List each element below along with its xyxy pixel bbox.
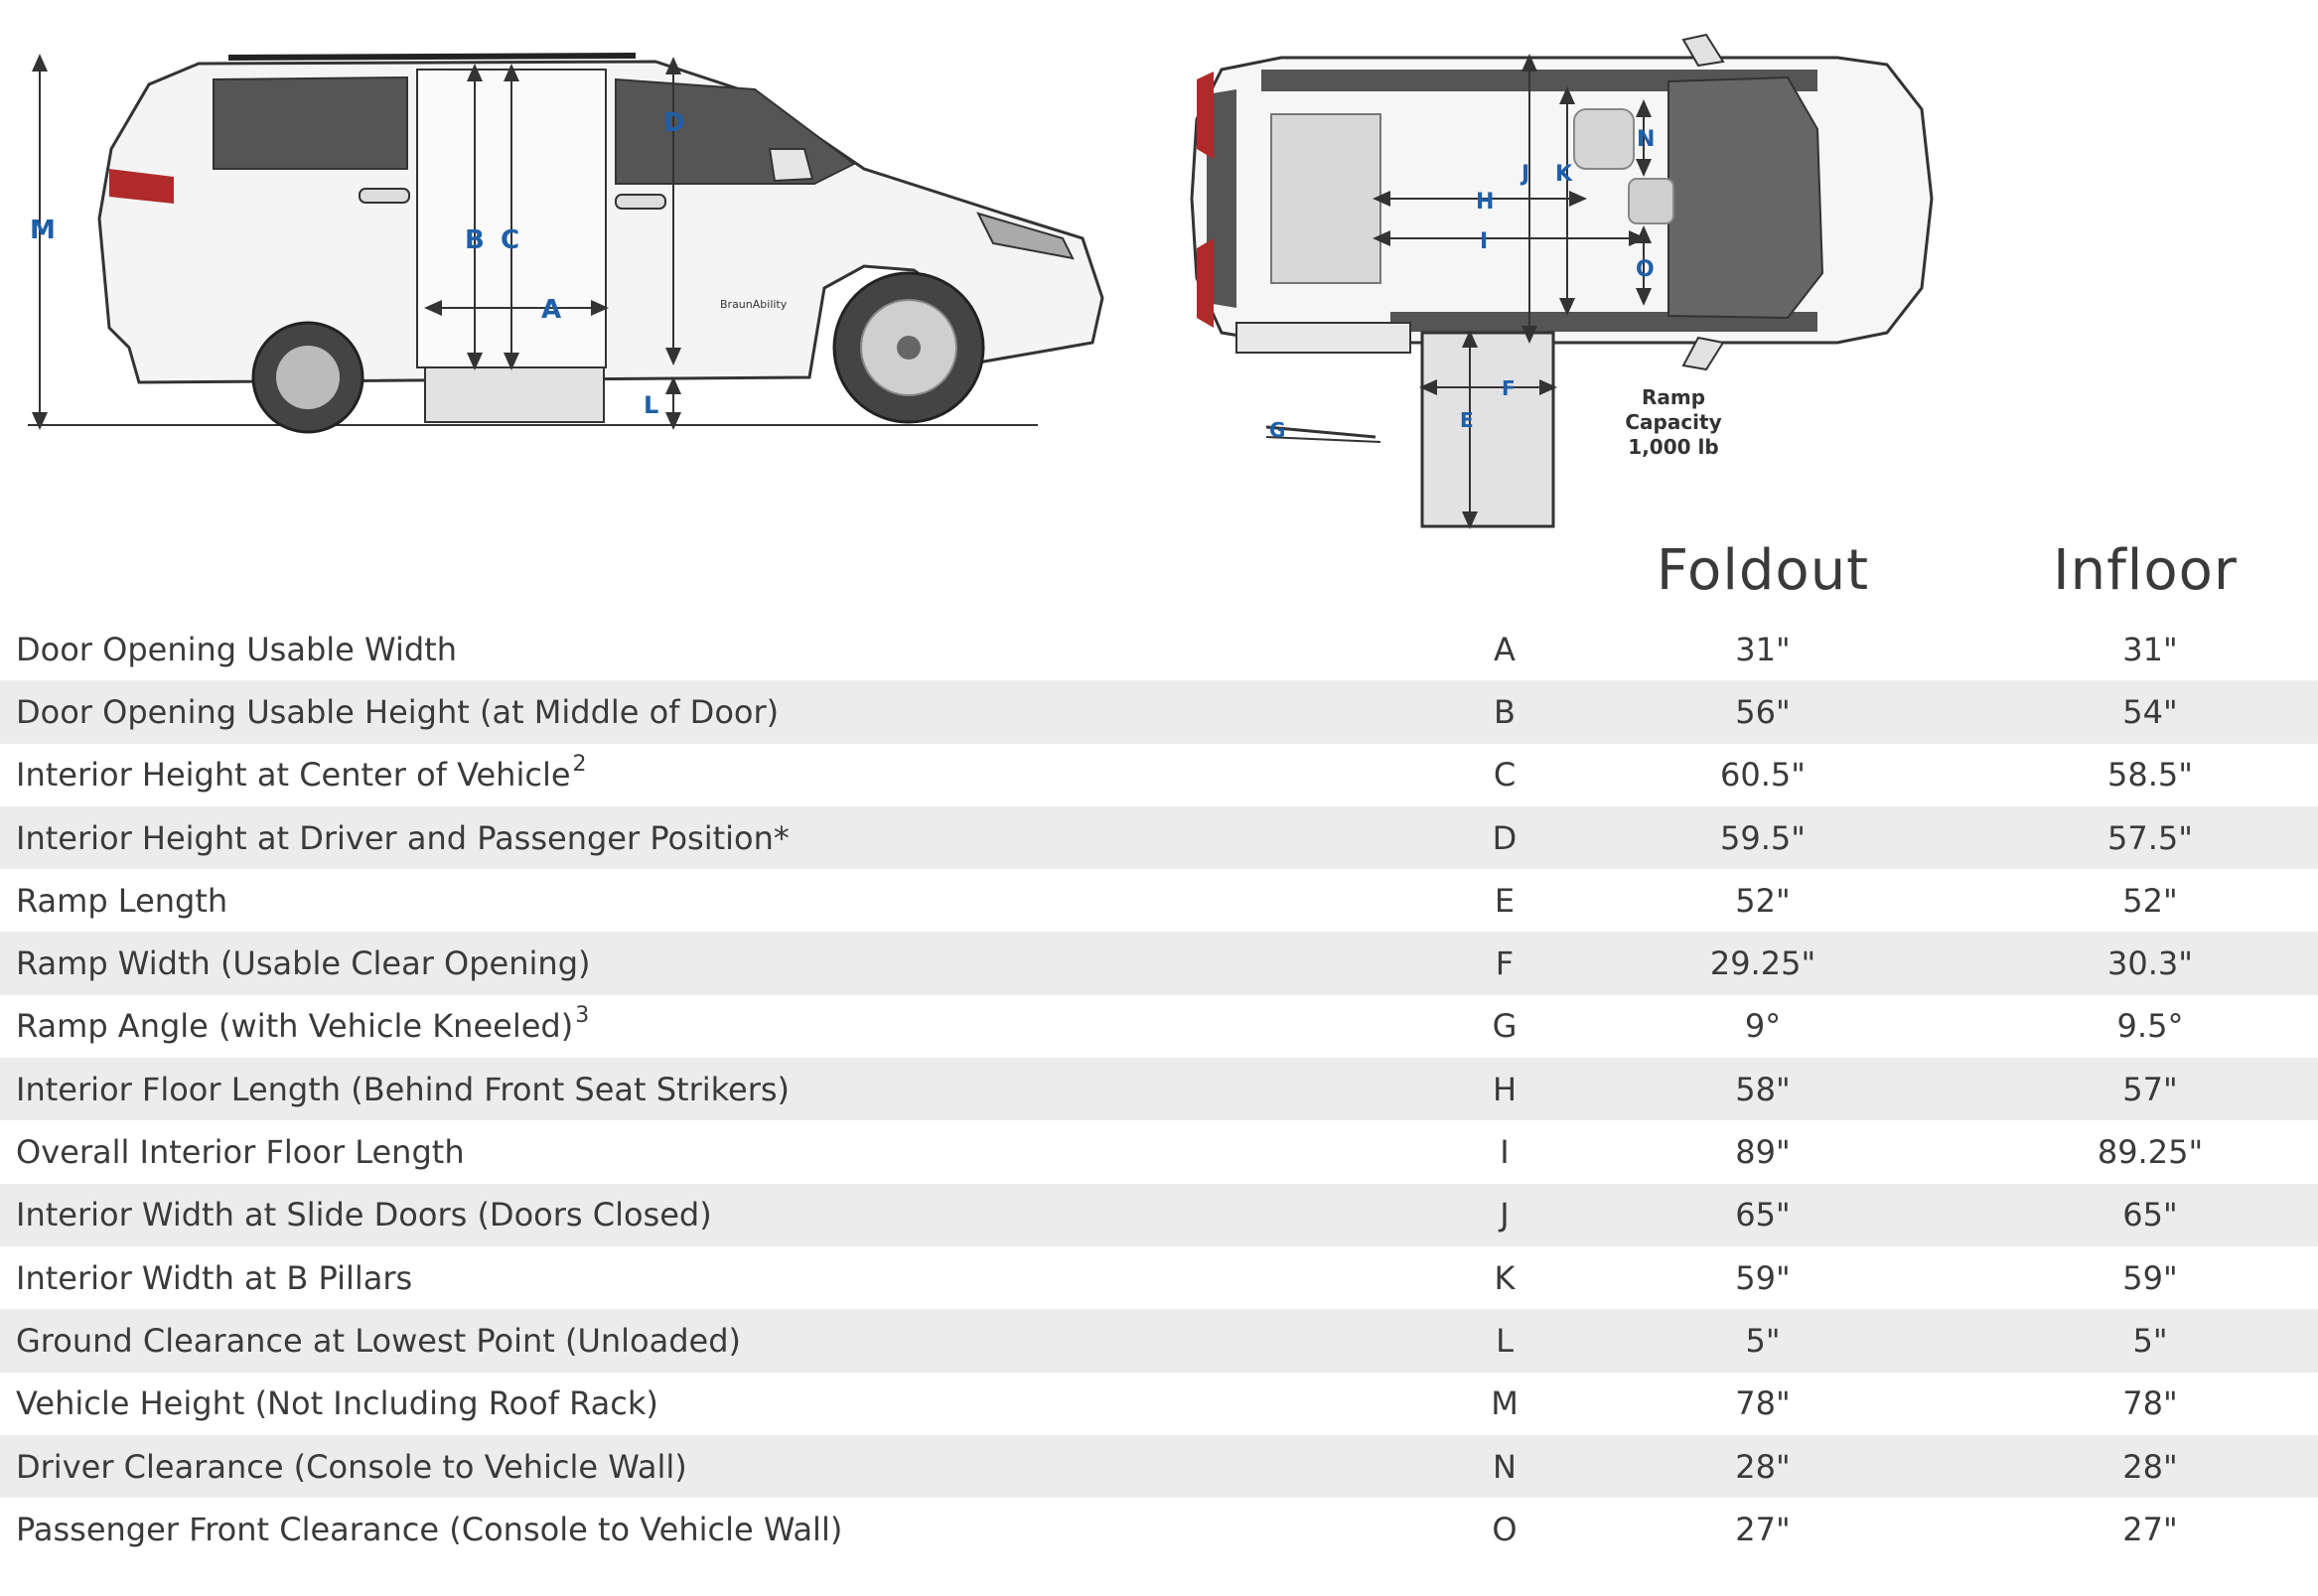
row-foldout-value: 60.5" [1720, 756, 1806, 795]
row-infloor-value: 54" [2122, 692, 2178, 731]
row-foldout-value: 65" [1735, 1196, 1791, 1234]
label-o: O [1636, 257, 1655, 282]
table-row [0, 1498, 2318, 1560]
row-code: I [1500, 1133, 1510, 1172]
table-row [0, 618, 2318, 680]
row-code: H [1492, 1070, 1518, 1108]
row-foldout-value: 56" [1735, 692, 1791, 731]
row-code: F [1495, 944, 1515, 983]
label-n: N [1637, 127, 1656, 152]
label-g: G [1269, 418, 1286, 442]
row-label-text: Door Opening Usable Width [16, 630, 457, 668]
row-infloor-value: 5" [2132, 1321, 2168, 1360]
row-foldout-value: 89" [1735, 1133, 1791, 1172]
row-foldout-value: 29.25" [1709, 944, 1816, 983]
label-c: C [501, 225, 520, 255]
row-foldout-value: 27" [1735, 1510, 1791, 1548]
ramp-caption-line3: 1,000 lb [1628, 435, 1719, 459]
row-infloor-value: 57" [2122, 1070, 2178, 1108]
row-foldout-value: 28" [1735, 1447, 1791, 1486]
row-infloor-value: 27" [2122, 1510, 2178, 1548]
row-label-text: Vehicle Height (Not Including Roof Rack) [16, 1384, 658, 1423]
row-infloor-value: 52" [2122, 881, 2178, 920]
row-label-text: Interior Height at Center of Vehicle [16, 756, 571, 795]
row-infloor-value: 65" [2122, 1196, 2178, 1234]
label-m: M [30, 216, 56, 245]
table-row [0, 806, 2318, 869]
footnote-marker: 2 [572, 752, 587, 778]
row-label [16, 752, 587, 795]
row-infloor-value: 59" [2122, 1258, 2178, 1297]
row-code: L [1496, 1321, 1514, 1360]
table-row [0, 680, 2318, 743]
row-code: J [1500, 1196, 1510, 1234]
row-label-text: Ramp Angle (with Vehicle Kneeled) [16, 1007, 574, 1046]
row-code: G [1492, 1007, 1518, 1046]
row-label [16, 1259, 412, 1297]
row-label [16, 1133, 465, 1171]
row-label-text: Overall Interior Floor Length [16, 1133, 465, 1172]
header-infloor: Infloor [2053, 538, 2238, 603]
row-label-text: Ground Clearance at Lowest Point (Unloaded) [16, 1321, 742, 1360]
row-infloor-value: 31" [2122, 630, 2178, 668]
label-b: B [465, 225, 485, 255]
row-label [16, 944, 590, 982]
table-row [0, 1435, 2318, 1498]
table-row [0, 744, 2318, 806]
row-label [16, 1322, 741, 1360]
row-foldout-value: 78" [1735, 1384, 1791, 1423]
row-label [16, 1071, 790, 1108]
row-label-text: Interior Height at Driver and Passenger Position* [16, 818, 790, 857]
table-row [0, 1246, 2318, 1309]
row-label-text: Ramp Width (Usable Clear Opening) [16, 944, 591, 983]
row-code: O [1492, 1510, 1518, 1548]
table-row [0, 932, 2318, 994]
row-code: K [1494, 1258, 1516, 1297]
row-code: M [1491, 1384, 1519, 1423]
row-label-text: Driver Clearance (Console to Vehicle Wall) [16, 1447, 687, 1486]
label-e: E [1460, 408, 1474, 432]
label-f: F [1502, 376, 1516, 400]
row-infloor-value: 58.5" [2107, 756, 2193, 795]
row-infloor-value: 78" [2122, 1384, 2178, 1423]
row-foldout-value: 31" [1735, 630, 1791, 668]
row-foldout-value: 5" [1745, 1321, 1781, 1360]
row-code: B [1494, 692, 1516, 731]
row-code: C [1493, 756, 1517, 795]
row-code: A [1494, 630, 1516, 668]
table-row [0, 1309, 2318, 1372]
ramp-caption-line2: Capacity [1625, 410, 1722, 434]
row-label [16, 882, 227, 920]
footnote-marker: 3 [575, 1003, 590, 1029]
table-row [0, 1373, 2318, 1435]
row-code: D [1492, 818, 1518, 857]
row-label-text: Passenger Front Clearance (Console to Vehicle Wall) [16, 1510, 843, 1548]
label-k: K [1555, 162, 1573, 187]
row-code: E [1494, 881, 1516, 920]
table-row [0, 1058, 2318, 1120]
table-row [0, 869, 2318, 932]
row-infloor-value: 30.3" [2107, 944, 2193, 983]
row-label-text: Interior Floor Length (Behind Front Seat Strikers) [16, 1070, 791, 1108]
label-i: I [1480, 229, 1489, 254]
row-label [16, 819, 790, 857]
row-label [16, 631, 457, 668]
row-label [16, 1448, 687, 1486]
spec-table [0, 618, 2318, 1560]
row-label [16, 1384, 658, 1422]
row-label-text: Door Opening Usable Height (at Middle of Door) [16, 692, 780, 731]
label-j: J [1521, 162, 1530, 187]
table-row [0, 1120, 2318, 1183]
row-label [16, 1511, 842, 1548]
row-infloor-value: 57.5" [2107, 818, 2193, 857]
row-foldout-value: 52" [1735, 881, 1791, 920]
side-view-van [28, 56, 1102, 432]
label-l: L [644, 391, 659, 419]
van-dimension-diagram [0, 0, 2318, 536]
row-label-text: Interior Width at B Pillars [16, 1258, 413, 1297]
diagram-svg [0, 0, 2318, 536]
row-infloor-value: 28" [2122, 1447, 2178, 1486]
label-h: H [1476, 190, 1495, 215]
row-foldout-value: 59.5" [1720, 818, 1806, 857]
brand-badge: BraunAbility [720, 298, 788, 311]
row-foldout-value: 9° [1744, 1007, 1782, 1046]
row-label-text: Interior Width at Slide Doors (Doors Closed) [16, 1196, 712, 1234]
table-row [0, 995, 2318, 1058]
label-a: A [541, 295, 562, 325]
row-label [16, 1196, 712, 1233]
row-foldout-value: 59" [1735, 1258, 1791, 1297]
row-code: N [1493, 1447, 1517, 1486]
row-label-text: Ramp Length [16, 881, 228, 920]
row-foldout-value: 58" [1735, 1070, 1791, 1108]
table-row [0, 1184, 2318, 1246]
header-foldout: Foldout [1656, 538, 1870, 603]
row-infloor-value: 89.25" [2097, 1133, 2204, 1172]
ramp-caption-line1: Ramp [1641, 385, 1706, 409]
row-label [16, 693, 779, 731]
row-infloor-value: 9.5° [2116, 1007, 2184, 1046]
row-label [16, 1003, 590, 1046]
top-view-van [1192, 35, 1932, 526]
label-d: D [663, 108, 685, 138]
